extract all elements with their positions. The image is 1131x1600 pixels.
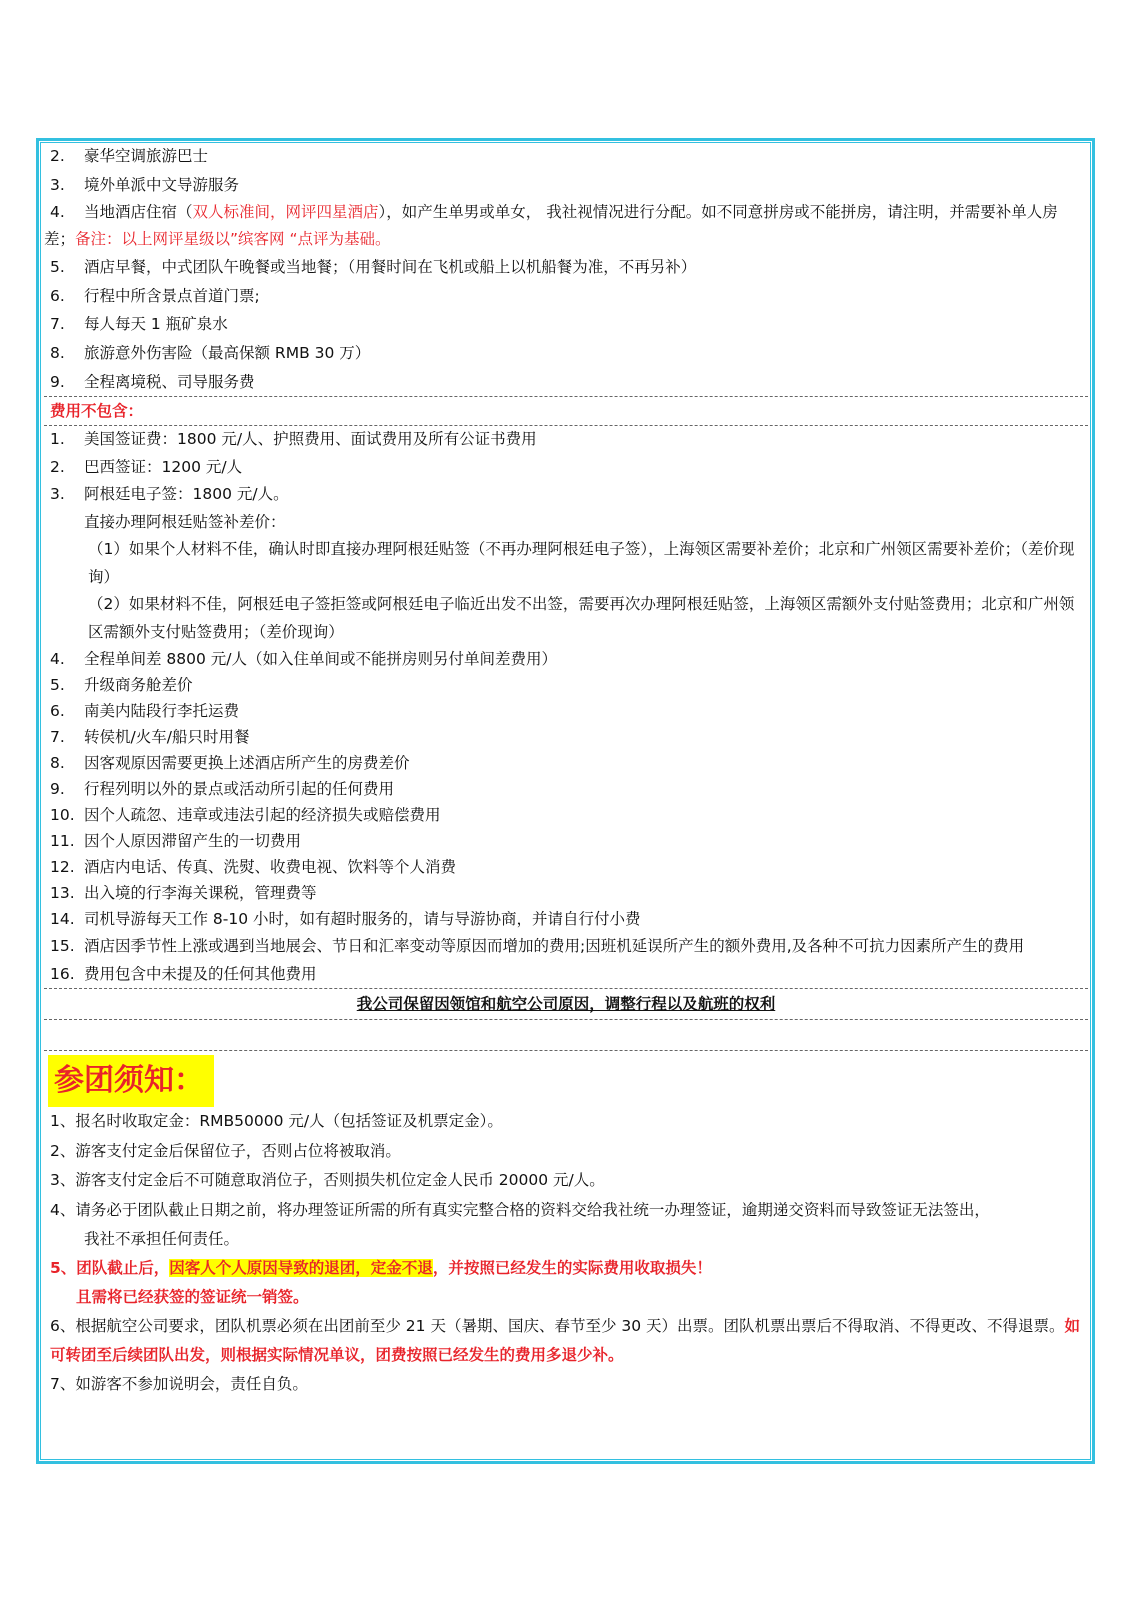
company-note: 我公司保留因领馆和航空公司原因，调整行程以及航班的权利	[356, 995, 776, 1014]
list-item: 3. 境外单派中文导游服务	[50, 175, 240, 194]
list-item: 9. 行程列明以外的景点或活动所引起的任何费用	[50, 780, 395, 799]
list-item: 6. 行程中所含景点首道门票;	[50, 286, 260, 305]
notice-item: 1、报名时收取定金：RMB50000 元/人（包括签证及机票定金）。	[50, 1112, 503, 1131]
notice-item: 2、游客支付定金后保留位子，否则占位将被取消。	[50, 1141, 401, 1160]
list-item: 8. 旅游意外伤害险（最高保额 RMB 30 万）	[50, 343, 371, 362]
argentina-note: 直接办理阿根廷贴签补差价：	[84, 512, 286, 531]
notice-item: 4、请务必于团队截止日期之前，将办理签证所需的所有真实完整合格的资料交给我社统一办理签证，逾期递交资料而导致签证无法签出， 我社不承担任何责任。	[50, 1200, 990, 1248]
list-item: 3. 阿根廷电子签：1800 元/人。	[50, 485, 289, 504]
list-item: 14. 司机导游每天工作 8-10 小时，如有超时服务的，请与导游协商，并请自行付小费	[50, 910, 641, 929]
notice-item: 3、游客支付定金后不可随意取消位子，否则损失机位定金人民币 20000 元/人。	[50, 1171, 605, 1190]
list-item: 5. 升级商务舱差价	[50, 676, 193, 695]
list-item: 11. 因个人原因滞留产生的一切费用	[50, 832, 302, 851]
argentina-sub2: （2）如果材料不佳，阿根廷电子签拒签或阿根廷电子临近出发不出签，需要再次办理阿根廷贴签，上海领区需额外支付贴签费用；北京和广州领区需额外支付贴签费用；（差价现询）	[88, 595, 1075, 641]
list-item: 16. 费用包含中未提及的任何其他费用	[50, 965, 317, 984]
list-item: 2. 巴西签证：1200 元/人	[50, 457, 243, 476]
list-item: 1. 美国签证费：1800 元/人、护照费用、面试费用及所有公证书费用	[50, 430, 537, 449]
notice-item-refund: 5、团队截止后，因客人个人原因导致的退团，定金不退，并按照已经发生的实际费用收取损失！ 且需将已经获签的签证统一销签。	[50, 1258, 712, 1306]
notice-title: 参团须知：	[48, 1055, 214, 1107]
list-item: 5. 酒店早餐，中式团队午晚餐或当地餐；（用餐时间在飞机或船上以机船餐为准，不再另补）	[50, 258, 697, 277]
list-item: 9. 全程离境税、司导服务费	[50, 372, 255, 391]
spacer	[44, 1020, 1088, 1050]
list-item: 6. 南美内陆段行李托运费	[50, 702, 240, 721]
divider	[44, 1050, 1088, 1051]
list-item: 8. 因客观原因需要更换上述酒店所产生的房费差价	[50, 754, 410, 773]
list-item: 12. 酒店内电话、传真、洗熨、收费电视、饮料等个人消费	[50, 858, 457, 877]
notice-item-ticket: 6、根据航空公司要求，团队机票必须在出团前至少 21 天（暑期、国庆、春节至少 30 天）出票。团队机票出票后不得取消、不得更改、不得退票。如可转团至后续团队出发，则根据实际情况单议，团费按照已经发生的费用多退少补。	[50, 1316, 1081, 1364]
excluded-title: 费用不包含：	[50, 402, 144, 421]
list-item: 7. 转侯机/火车/船只时用餐	[50, 728, 250, 747]
list-item: 7. 每人每天 1 瓶矿泉水	[50, 315, 228, 334]
list-item: 4. 全程单间差 8800 元/人（如入住单间或不能拼房则另付单间差费用）	[50, 650, 558, 669]
list-item: 2. 豪华空调旅游巴士	[50, 147, 209, 165]
list-item: 10. 因个人疏忽、违章或违法引起的经济损失或赔偿费用	[50, 806, 441, 825]
list-item: 13. 出入境的行李海关课税，管理费等	[50, 884, 317, 903]
argentina-sub1: （1）如果个人材料不佳，确认时即直接办理阿根廷贴签（不再办理阿根廷电子签），上海领区需要补差价；北京和广州领区需要补差价；（差价现询）	[88, 540, 1075, 586]
notice-item: 7、如游客不参加说明会，责任自负。	[50, 1374, 308, 1393]
list-item: 15. 酒店因季节性上涨或遇到当地展会、节日和汇率变动等原因而增加的费用;因班机延误所产生的额外费用,及各种不可抗力因素所产生的费用	[50, 937, 1025, 956]
document-content	[44, 142, 1088, 1399]
list-item-hotel: 4. 当地酒店住宿（双人标准间，网评四星酒店），如产生单男或单女， 我社视情况进行分配。如不同意拼房或不能拼房，请注明，并需要补单人房差；备注：以上网评星级以”缤客网 “点评为基础。	[44, 203, 1058, 249]
